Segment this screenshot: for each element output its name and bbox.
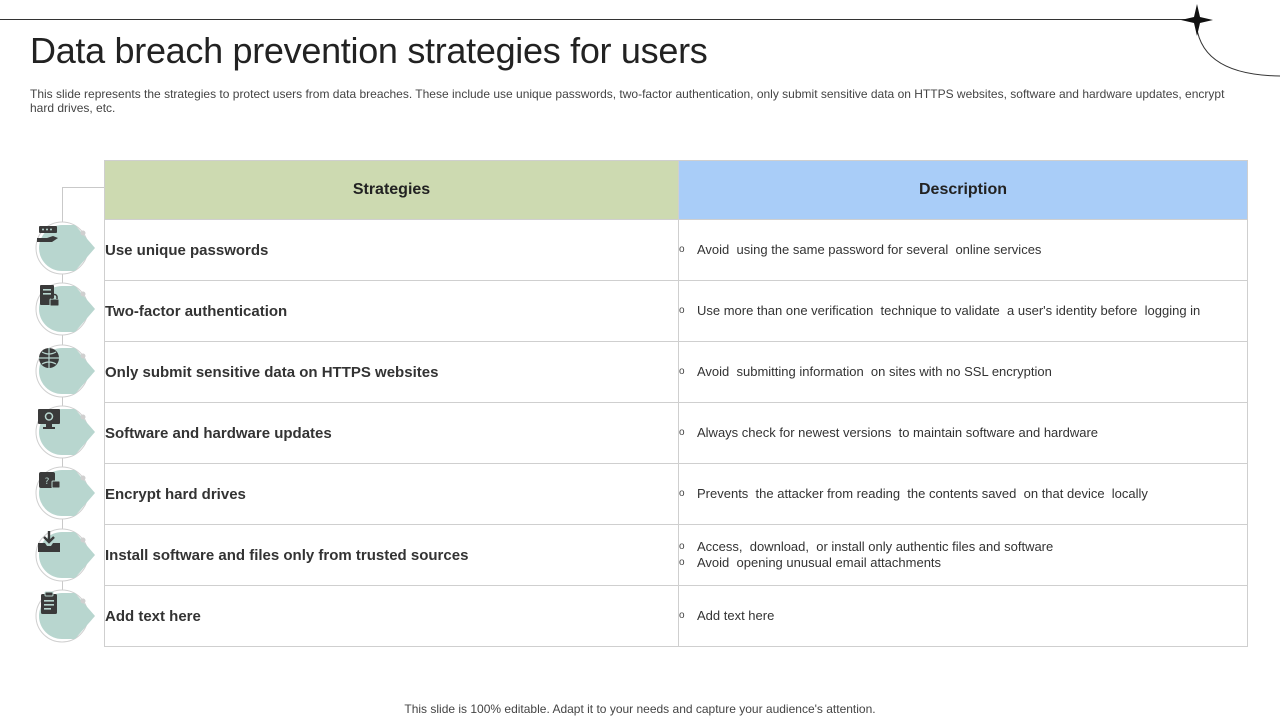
top-rule <box>0 19 1200 20</box>
description-bullet <box>679 425 1247 441</box>
description-cell <box>679 464 1248 525</box>
row-icon-marker <box>35 221 97 275</box>
description-bullet <box>679 539 1247 555</box>
table-header-row <box>105 161 1248 220</box>
svg-text:?: ? <box>44 477 50 488</box>
bullet-text: Prevents the attacker from reading the contents saved on that device locally <box>697 486 1148 501</box>
row-icon-marker <box>35 528 97 582</box>
strategy-cell: Install software and files only from trusted sources <box>105 525 679 586</box>
row-icon-marker <box>35 405 97 459</box>
monitor-settings-icon <box>35 405 63 433</box>
description-bullet <box>679 364 1247 380</box>
table-row <box>105 525 1248 586</box>
bullet-marker: o <box>679 305 685 316</box>
description-cell <box>679 525 1248 586</box>
description-bullet <box>679 486 1247 502</box>
description-bullet <box>679 555 1247 571</box>
password-hand-icon <box>35 221 63 249</box>
bullet-text: Avoid using the same password for several online services <box>697 242 1042 257</box>
bullet-text: Avoid submitting information on sites with no SSL encryption <box>697 364 1052 379</box>
row-icon-marker <box>35 282 97 336</box>
description-cell <box>679 220 1248 281</box>
strategy-cell: Software and hardware updates <box>105 403 679 464</box>
row-icon-marker <box>35 466 97 520</box>
sparkle-icon <box>1181 4 1213 36</box>
header-description: Description <box>679 161 1248 220</box>
table-row <box>105 464 1248 525</box>
bullet-marker: o <box>679 541 685 552</box>
description-bullet <box>679 242 1247 258</box>
strategy-cell: Encrypt hard drives <box>105 464 679 525</box>
slide-subtitle: This slide represents the strategies to protect users from data breaches. These include use unique passwords, two-factor authentication, only submit sensitive data on HTTPS websites, software and hardware updates, encrypt hard drives, etc. <box>30 87 1225 115</box>
page-title: Data breach prevention strategies for users <box>30 30 708 71</box>
table-row <box>105 281 1248 342</box>
table-row <box>105 220 1248 281</box>
clipboard-icon <box>35 589 63 617</box>
document-lock-icon <box>35 282 63 310</box>
bullet-marker: o <box>679 427 685 438</box>
bullet-marker: o <box>679 610 685 621</box>
table-row <box>105 403 1248 464</box>
bullet-marker: o <box>679 488 685 499</box>
description-bullet <box>679 608 1247 624</box>
corner-star-decoration <box>1150 0 1280 90</box>
bullet-text: Access, download, or install only authentic files and software <box>697 539 1054 554</box>
globe-icon <box>35 344 63 372</box>
description-cell <box>679 403 1248 464</box>
table-row <box>105 342 1248 403</box>
row-icon-marker <box>35 589 97 643</box>
strategy-cell: Two-factor authentication <box>105 281 679 342</box>
strategies-table <box>104 160 1248 647</box>
table-row <box>105 586 1248 647</box>
download-tray-icon <box>35 528 63 556</box>
strategy-cell: Add text here <box>105 586 679 647</box>
strategy-cell: Only submit sensitive data on HTTPS websites <box>105 342 679 403</box>
description-cell <box>679 342 1248 403</box>
description-bullet <box>679 303 1247 319</box>
footer-note: This slide is 100% editable. Adapt it to your needs and capture your audience's attention. <box>404 702 876 716</box>
encrypted-drive-icon <box>35 466 63 494</box>
bullet-text: Use more than one verification technique to validate a user's identity before logging in <box>697 303 1201 318</box>
bullet-text: Always check for newest versions to maintain software and hardware <box>697 425 1099 440</box>
bullet-text: Avoid opening unusual email attachments <box>697 555 942 570</box>
bullet-marker: o <box>679 557 685 568</box>
connector-line-horizontal <box>62 187 104 188</box>
header-strategies: Strategies <box>105 161 679 220</box>
description-cell <box>679 586 1248 647</box>
bullet-marker: o <box>679 244 685 255</box>
description-cell <box>679 281 1248 342</box>
bullet-text: Add text here <box>697 608 775 623</box>
bullet-marker: o <box>679 366 685 377</box>
row-icon-marker <box>35 344 97 398</box>
strategy-cell: Use unique passwords <box>105 220 679 281</box>
